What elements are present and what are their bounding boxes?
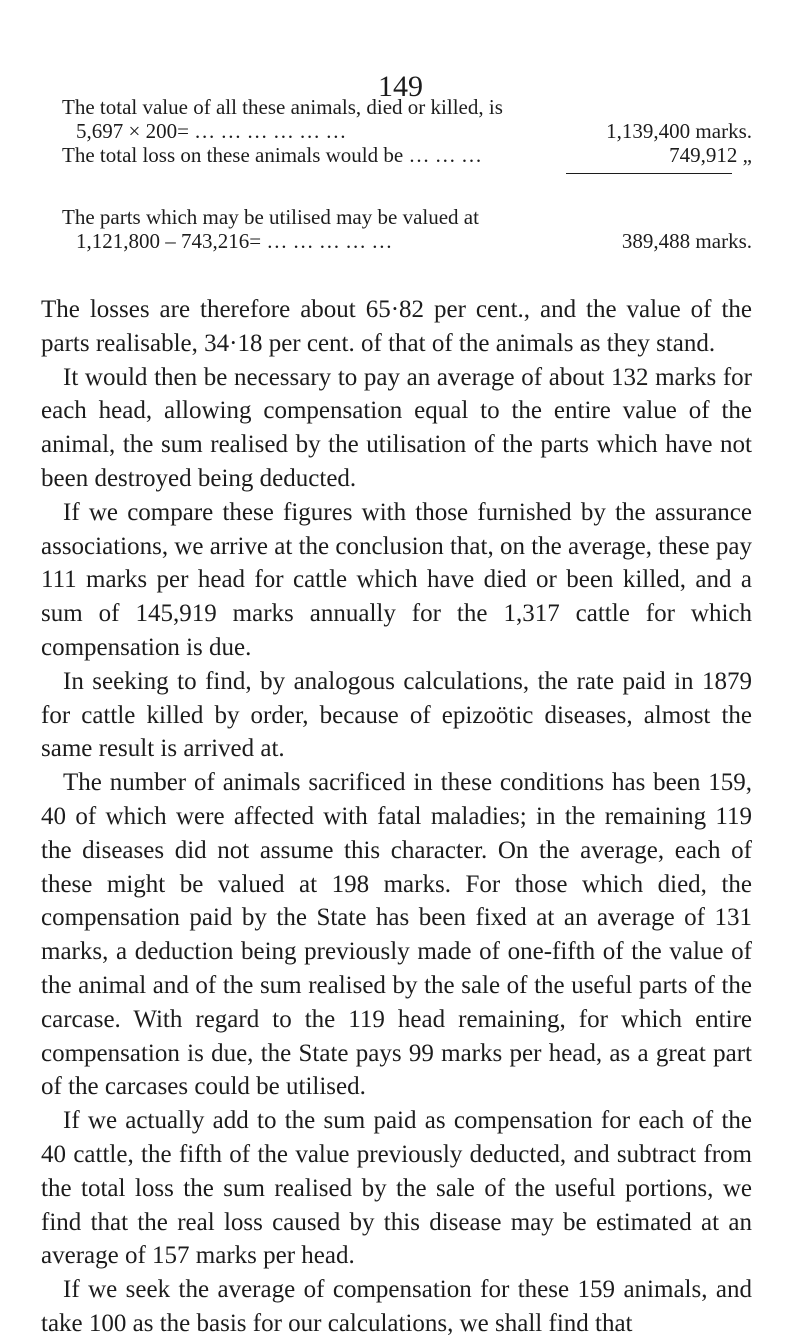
paragraph: If we seek the average of compensation for these 159 animals, and take 100 as the basis for our calculations, we shall find that xyxy=(41,1276,752,1337)
parts-label-line-1: The parts which may be utilised may be valued at xyxy=(62,205,479,229)
usable-parts-calculation xyxy=(62,205,752,253)
page-number: 149 xyxy=(378,70,423,103)
total-value-label-line-2: 5,697 × 200= … … … … … … xyxy=(76,119,347,143)
paragraph: The number of animals sacrificed in these conditions has been 159, 40 of which were affected with fatal maladies; in the remaining 119 the diseases did not assume this character. On the average, each of these might be valued at 198 marks. For those which died, the compensation paid by the State has been fixed at an average of 131 marks, a deduction being previously made of one-fifth of the value of the animal and of the sum realised by the sale of the useful parts of the carcase. With regard to the 119 head remaining, for which entire compensation is due, the State pays 99 marks per head, as a great part of the carcases could be utilised. xyxy=(41,769,752,1101)
paragraph: The losses are therefore about 65·82 per cent., and the value of the parts realisable, 34·18 per cent. of that of the animals as they stand. xyxy=(41,296,752,357)
paragraph: It would then be necessary to pay an average of about 132 marks for each head, allowing compensation equal to the entire value of the animal, the sum realised by the utilisation of the parts which have not been destroyed being deducted. xyxy=(41,363,752,492)
total-value-calculation xyxy=(62,95,752,167)
sum-rule xyxy=(566,173,732,174)
body-text xyxy=(41,293,752,1341)
total-loss-label: The total loss on these animals would be … … … xyxy=(62,143,482,167)
total-value-amount: 1,139,400 marks. xyxy=(606,119,752,143)
parts-amount: 389,488 marks. xyxy=(621,229,752,253)
paragraph: If we actually add to the sum paid as compensation for each of the 40 cattle, the fifth of the value previously deducted, and subtract from the total loss the sum realised by the sale of the useful portions, we find that the real loss caused by this disease may be estimated at an average of 157 marks per head. xyxy=(41,1107,752,1270)
paragraph: If we compare these figures with those furnished by the assurance associations, we arrive at the conclusion that, on the average, these pay 111 marks per head for cattle which have died or been killed, and a sum of 145,919 marks annually for the 1,317 cattle for which compensation is due. xyxy=(41,498,752,661)
paragraph: In seeking to find, by analogous calculations, the rate paid in 1879 for cattle killed by order, because of epizoötic diseases, almost the same result is arrived at. xyxy=(41,667,752,763)
total-value-label-line-1: The total value of all these animals, died or killed, is xyxy=(62,95,503,119)
parts-label-line-2: 1,121,800 – 743,216= … … … … … xyxy=(76,229,393,253)
total-loss-amount: 749,912 „ xyxy=(669,143,752,167)
